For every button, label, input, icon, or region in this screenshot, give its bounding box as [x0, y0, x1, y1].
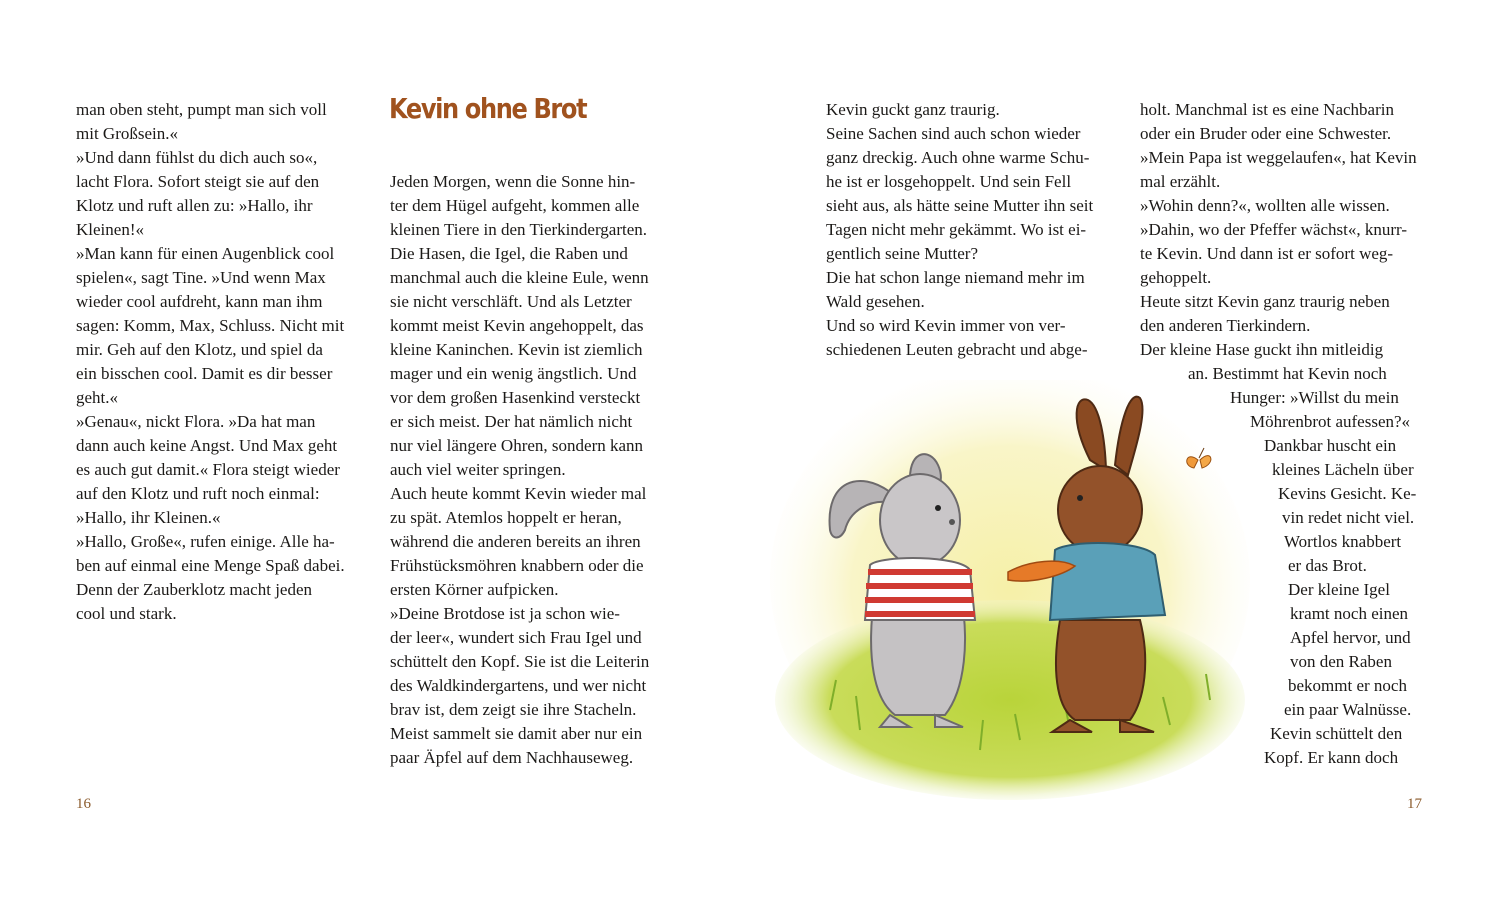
text-line: man oben steht, pumpt man sich voll: [76, 100, 327, 119]
text-line: gehoppelt.: [1140, 268, 1212, 287]
text-line: dann auch keine Angst. Und Max geht: [76, 436, 338, 455]
text-line: mir. Geh auf den Klotz, und spiel da: [76, 340, 323, 359]
text-line: he ist er losgehoppelt. Und sein Fell: [826, 172, 1072, 191]
text-line: geht.«: [76, 388, 119, 407]
grass-patch: [775, 600, 1245, 800]
text-line: sagen: Komm, Max, Schluss. Nicht mit: [76, 316, 345, 335]
text-line: Tagen nicht mehr gekämmt. Wo ist ei-: [826, 220, 1087, 239]
text-line: den anderen Tierkindern.: [1140, 316, 1311, 335]
text-line: oder ein Bruder oder eine Schwester.: [1140, 124, 1392, 143]
page-number-right: 17: [1407, 796, 1422, 812]
text-line: holt. Manchmal ist es eine Nachbarin: [1140, 100, 1394, 119]
left-page-column-1: [76, 98, 345, 626]
text-line: kleines Lächeln über: [1272, 460, 1414, 479]
text-line: Die hat schon lange niemand mehr im: [826, 268, 1085, 287]
text-line: lacht Flora. Sofort steigt sie auf den: [76, 172, 320, 191]
text-line: Der kleine Hase guckt ihn mitleidig: [1140, 340, 1384, 359]
text-line: vin redet nicht viel.: [1282, 508, 1415, 527]
text-line: kramt noch einen: [1290, 604, 1409, 623]
text-line: Kevin guckt ganz traurig.: [826, 100, 1000, 119]
text-line: Kopf. Er kann doch: [1264, 748, 1399, 767]
left-page-column-2: [390, 170, 649, 770]
text-line: ein bisschen cool. Damit es dir besser: [76, 364, 333, 383]
text-line: »Hallo, ihr Kleinen.«: [76, 508, 221, 527]
page-number-left: 16: [76, 796, 91, 812]
text-line: Kevins Gesicht. Ke-: [1278, 484, 1417, 503]
chapter-title: Kevin ohne Brot: [389, 92, 587, 125]
grey-rabbit-head: [880, 474, 960, 566]
text-line: Kevin schüttelt den: [1270, 724, 1403, 743]
text-line: Die Hasen, die Igel, die Raben und: [390, 244, 628, 263]
text-line: Wald gesehen.: [826, 292, 925, 311]
text-line: mal erzählt.: [1140, 172, 1221, 191]
text-line: Meist sammelt sie damit aber nur ein: [390, 724, 643, 743]
text-line: ersten Körner aufpicken.: [390, 580, 559, 599]
text-line: er sich meist. Der hat nämlich nicht: [390, 412, 633, 431]
text-line: zu spät. Atemlos hoppelt er heran,: [390, 508, 622, 527]
text-line: es auch gut damit.« Flora steigt wieder: [76, 460, 340, 479]
text-line: Hunger: »Willst du mein: [1230, 388, 1399, 407]
text-line: schiedenen Leuten gebracht und abge-: [826, 340, 1088, 359]
text-line: während die anderen bereits an ihren: [390, 532, 641, 551]
text-line: manchmal auch die kleine Eule, wenn: [390, 268, 649, 287]
text-line: auch viel weiter springen.: [390, 460, 566, 479]
rabbits-illustration: [770, 380, 1250, 810]
text-line: »Man kann für einen Augenblick cool: [76, 244, 335, 263]
text-line: »Und dann fühlst du dich auch so«,: [76, 148, 318, 167]
text-line: an. Bestimmt hat Kevin noch: [1188, 364, 1387, 383]
right-page-column-1: [826, 98, 1093, 362]
text-line: ben auf einmal eine Menge Spaß dabei.: [76, 556, 345, 575]
text-line: ein paar Walnüsse.: [1284, 700, 1412, 719]
text-line: Klotz und ruft allen zu: »Hallo, ihr: [76, 196, 313, 215]
text-line: spielen«, sagt Tine. »Und wenn Max: [76, 268, 326, 287]
text-line: Jeden Morgen, wenn die Sonne hin-: [390, 172, 636, 191]
text-line: Heute sitzt Kevin ganz traurig neben: [1140, 292, 1390, 311]
text-line: des Waldkindergartens, und wer nicht: [390, 676, 647, 695]
text-line: Dankbar huscht ein: [1264, 436, 1397, 455]
text-line: »Dahin, wo der Pfeffer wächst«, knurr-: [1140, 220, 1408, 239]
text-line: kleinen Tiere in den Tierkindergarten.: [390, 220, 648, 239]
text-line: Möhrenbrot aufessen?«: [1250, 412, 1411, 431]
brown-rabbit-head: [1058, 466, 1142, 554]
text-line: schüttelt den Kopf. Sie ist die Leiterin: [390, 652, 650, 671]
text-line: sieht aus, als hätte seine Mutter ihn seit: [826, 196, 1094, 215]
grey-rabbit-eye: [935, 505, 941, 511]
brown-rabbit-body: [1056, 620, 1145, 720]
text-line: kommt meist Kevin angehoppelt, das: [390, 316, 644, 335]
brown-rabbit-eye: [1077, 495, 1083, 501]
text-line: Frühstücksmöhren knabbern oder die: [390, 556, 644, 575]
brown-rabbit-jacket: [1050, 543, 1165, 620]
text-line: Kleinen!«: [76, 220, 144, 239]
grey-rabbit-shirt: [865, 558, 975, 620]
text-line: er das Brot.: [1288, 556, 1367, 575]
text-line: cool und stark.: [76, 604, 177, 623]
text-line: mager und ein wenig ängstlich. Und: [390, 364, 637, 383]
text-line: auf den Klotz und ruft noch einmal:: [76, 484, 320, 503]
text-line: Auch heute kommt Kevin wieder mal: [390, 484, 647, 503]
text-line: ter dem Hügel aufgeht, kommen alle: [390, 196, 640, 215]
text-line: Und so wird Kevin immer von ver-: [826, 316, 1066, 335]
text-line: bekommt er noch: [1288, 676, 1407, 695]
text-line: te Kevin. Und dann ist er sofort weg-: [1140, 244, 1394, 263]
text-line: von den Raben: [1290, 652, 1392, 671]
text-line: der leer«, wundert sich Frau Igel und: [390, 628, 642, 647]
text-line: brav ist, dem zeigt sie ihre Stacheln.: [390, 700, 637, 719]
text-line: Wortlos knabbert: [1284, 532, 1402, 551]
text-line: wieder cool aufdreht, kann man ihm: [76, 292, 323, 311]
text-line: paar Äpfel auf dem Nachhauseweg.: [390, 748, 634, 767]
grey-rabbit-nose: [949, 519, 955, 525]
text-line: Apfel hervor, und: [1290, 628, 1411, 647]
text-line: vor dem großen Hasenkind versteckt: [390, 388, 641, 407]
text-line: »Deine Brotdose ist ja schon wie-: [390, 604, 620, 623]
text-line: sie nicht verschläft. Und als Letzter: [390, 292, 632, 311]
text-line: Seine Sachen sind auch schon wieder: [826, 124, 1081, 143]
text-line: »Genau«, nickt Flora. »Da hat man: [76, 412, 316, 431]
text-line: »Hallo, Große«, rufen einige. Alle ha-: [76, 532, 335, 551]
text-line: nur viel längere Ohren, sondern kann: [390, 436, 644, 455]
text-line: »Mein Papa ist weggelaufen«, hat Kevin: [1140, 148, 1417, 167]
text-line: »Wohin denn?«, wollten alle wissen.: [1140, 196, 1390, 215]
text-line: Der kleine Igel: [1288, 580, 1390, 599]
text-line: Denn der Zauberklotz macht jeden: [76, 580, 313, 599]
text-line: ganz dreckig. Auch ohne warme Schu-: [826, 148, 1090, 167]
text-line: gentlich seine Mutter?: [826, 244, 979, 263]
text-line: mit Großsein.«: [76, 124, 178, 143]
text-line: kleine Kaninchen. Kevin ist ziemlich: [390, 340, 643, 359]
